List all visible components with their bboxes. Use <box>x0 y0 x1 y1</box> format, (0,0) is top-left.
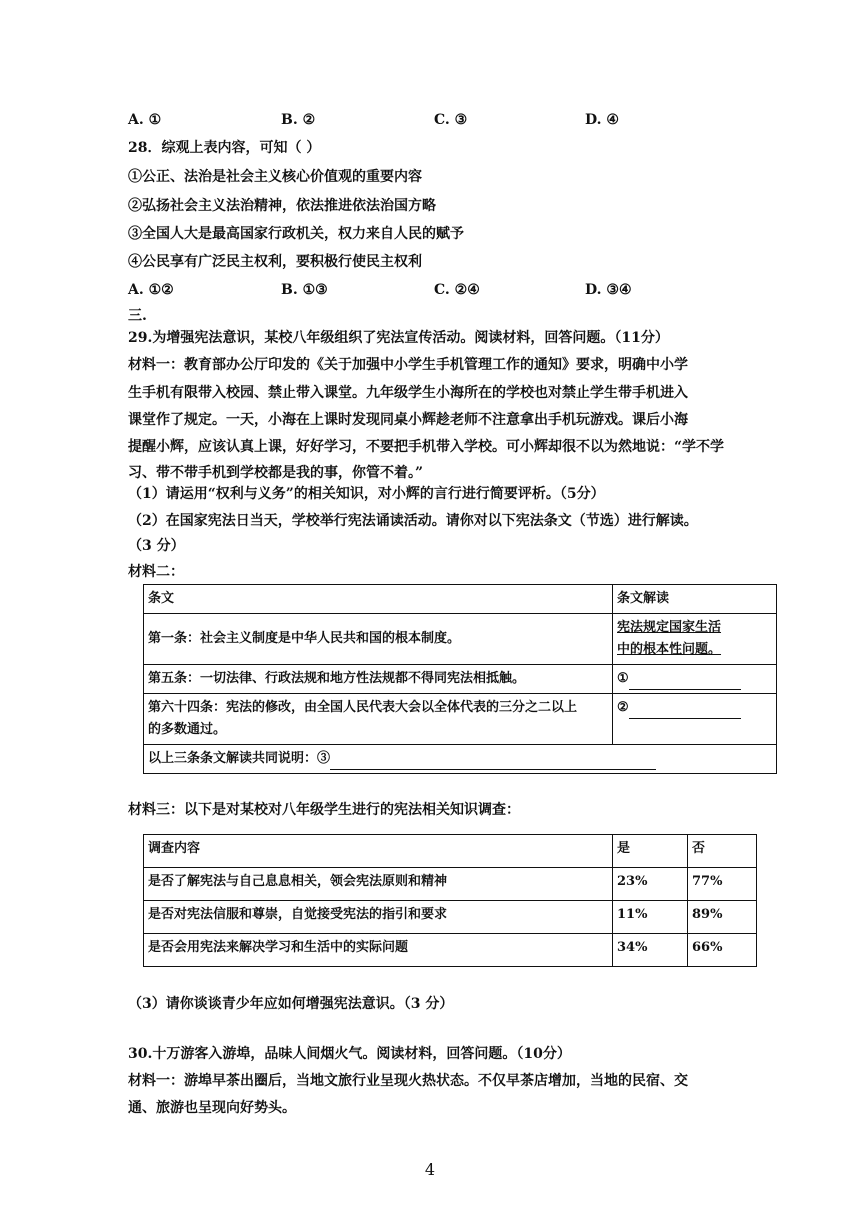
survey-yes: 23% <box>613 868 688 901</box>
article-5-interpretation[interactable] <box>613 665 777 694</box>
q28-option-a: A. ①② <box>128 282 174 298</box>
q29-stem: 29.为增强宪法意识，某校八年级组织了宪法宣传活动。阅读材料，回答问题。（11分） <box>128 330 669 346</box>
page-number: 4 <box>424 1160 436 1179</box>
article-1-interpretation <box>613 614 777 665</box>
q28-option-b: B. ①③ <box>281 282 328 298</box>
survey-header-yes: 是 <box>613 835 688 868</box>
summary-text: 以上三条条文解读共同说明：③ <box>148 751 331 766</box>
table-header-row <box>144 835 757 868</box>
q28-stem: 28．综观上表内容，可知（ ） <box>128 140 321 156</box>
q30-stem: 30.十万游客入游埠，品味人间烟火气。阅读材料，回答问题。（10分） <box>128 1046 571 1062</box>
survey-item: 是否对宪法信服和尊崇，自觉接受宪法的指引和要求 <box>144 901 613 934</box>
survey-yes: 11% <box>613 901 688 934</box>
q28-option-c: C. ②④ <box>434 282 480 298</box>
blank-marker-2: ② <box>617 700 629 715</box>
table-summary-row <box>144 745 777 774</box>
q29-material1-line4: 提醒小辉，应该认真上课，好好学习，不要把手机带入学校。可小辉却很不以为然地说：“学不学 <box>128 439 725 455</box>
survey-item: 是否会用宪法来解决学习和生活中的实际问题 <box>144 934 613 967</box>
material3-label: 材料三：以下是对某校对八年级学生进行的宪法相关知识调查： <box>128 802 520 818</box>
q27-option-c: C. ③ <box>434 112 468 128</box>
answer-blank-2[interactable] <box>629 700 741 719</box>
q28-item-1: ①公正、法治是社会主义核心价值观的重要内容 <box>128 169 422 185</box>
survey-no: 89% <box>688 901 757 934</box>
q30-material1-line2: 通、旅游也呈现向好势头。 <box>128 1100 296 1116</box>
q30-material1-line1: 材料一：游埠早茶出圈后，当地文旅行业呈现火热状态。不仅早茶店增加，当地的民宿、交 <box>128 1073 688 1089</box>
survey-no: 66% <box>688 934 757 967</box>
table-row <box>144 868 757 901</box>
table-row <box>144 665 777 694</box>
table-row <box>144 901 757 934</box>
article-5-text: 第五条：一切法律、行政法规和地方性法规都不得同宪法相抵触。 <box>144 665 613 694</box>
answer-blank-1[interactable] <box>629 671 741 690</box>
table-row <box>144 694 777 745</box>
q29-sub2-line1: （2）在国家宪法日当天，学校举行宪法诵读活动。请你对以下宪法条文（节选）进行解读。 <box>128 513 698 529</box>
material2-label: 材料二： <box>128 564 184 580</box>
article-64-text <box>144 694 613 745</box>
q28-item-4: ④公民享有广泛民主权利，要积极行使民主权利 <box>128 254 422 270</box>
survey-header-item: 调查内容 <box>144 835 613 868</box>
survey-table <box>143 834 757 967</box>
table-row <box>144 614 777 665</box>
section-heading: 三. <box>128 308 147 324</box>
blank-marker-1: ① <box>617 671 629 686</box>
article-64-interpretation[interactable] <box>613 694 777 745</box>
survey-no: 77% <box>688 868 757 901</box>
q29-material1-line5: 习、带不带手机到学校都是我的事，你管不着。” <box>128 465 424 481</box>
article-64-line1: 第六十四条：宪法的修改，由全国人民代表大会以全体代表的三分之二以上 <box>148 700 578 715</box>
table-header-row <box>144 585 777 614</box>
table-row <box>144 934 757 967</box>
q29-material1-line1: 材料一：教育部办公厅印发的《关于加强中小学生手机管理工作的通知》要求，明确中小学 <box>128 357 688 373</box>
survey-header-no: 否 <box>688 835 757 868</box>
q27-option-d: D. ④ <box>585 112 619 128</box>
q29-sub1: （1）请运用“权利与义务”的相关知识，对小辉的言行进行简要评析。（5分） <box>128 486 605 502</box>
interp-line2: 中的根本性问题。 <box>617 642 722 657</box>
q29-sub2-line2: （3 分） <box>128 538 185 554</box>
table-header-interpretation: 条文解读 <box>613 585 777 614</box>
survey-item: 是否了解宪法与自己息息相关，领会宪法原则和精神 <box>144 868 613 901</box>
table-header-article: 条文 <box>144 585 613 614</box>
survey-yes: 34% <box>613 934 688 967</box>
q28-item-2: ②弘扬社会主义法治精神，依法推进依法治国方略 <box>128 198 436 214</box>
article-64-line2: 的多数通过。 <box>148 722 227 737</box>
q28-item-3: ③全国人大是最高国家行政机关，权力来自人民的赋予 <box>128 226 464 242</box>
q28-option-d: D. ③④ <box>585 282 632 298</box>
summary-cell[interactable] <box>144 745 777 774</box>
answer-blank-3[interactable] <box>330 751 656 770</box>
q29-sub3: （3）请你谈谈青少年应如何增强宪法意识。（3 分） <box>128 996 454 1012</box>
q29-material1-line3: 课堂作了规定。一天，小海在上课时发现同桌小辉趁老师不注意拿出手机玩游戏。课后小海 <box>128 412 688 428</box>
q29-material1-line2: 生手机有限带入校园、禁止带入课堂。九年级学生小海所在的学校也对禁止学生带手机进入 <box>128 385 688 401</box>
constitution-articles-table <box>143 584 777 774</box>
interp-line1: 宪法规定国家生活 <box>617 620 722 635</box>
q27-option-b: B. ② <box>281 112 316 128</box>
q27-option-a: A. ① <box>128 112 162 128</box>
article-1-text: 第一条：社会主义制度是中华人民共和国的根本制度。 <box>144 614 613 665</box>
